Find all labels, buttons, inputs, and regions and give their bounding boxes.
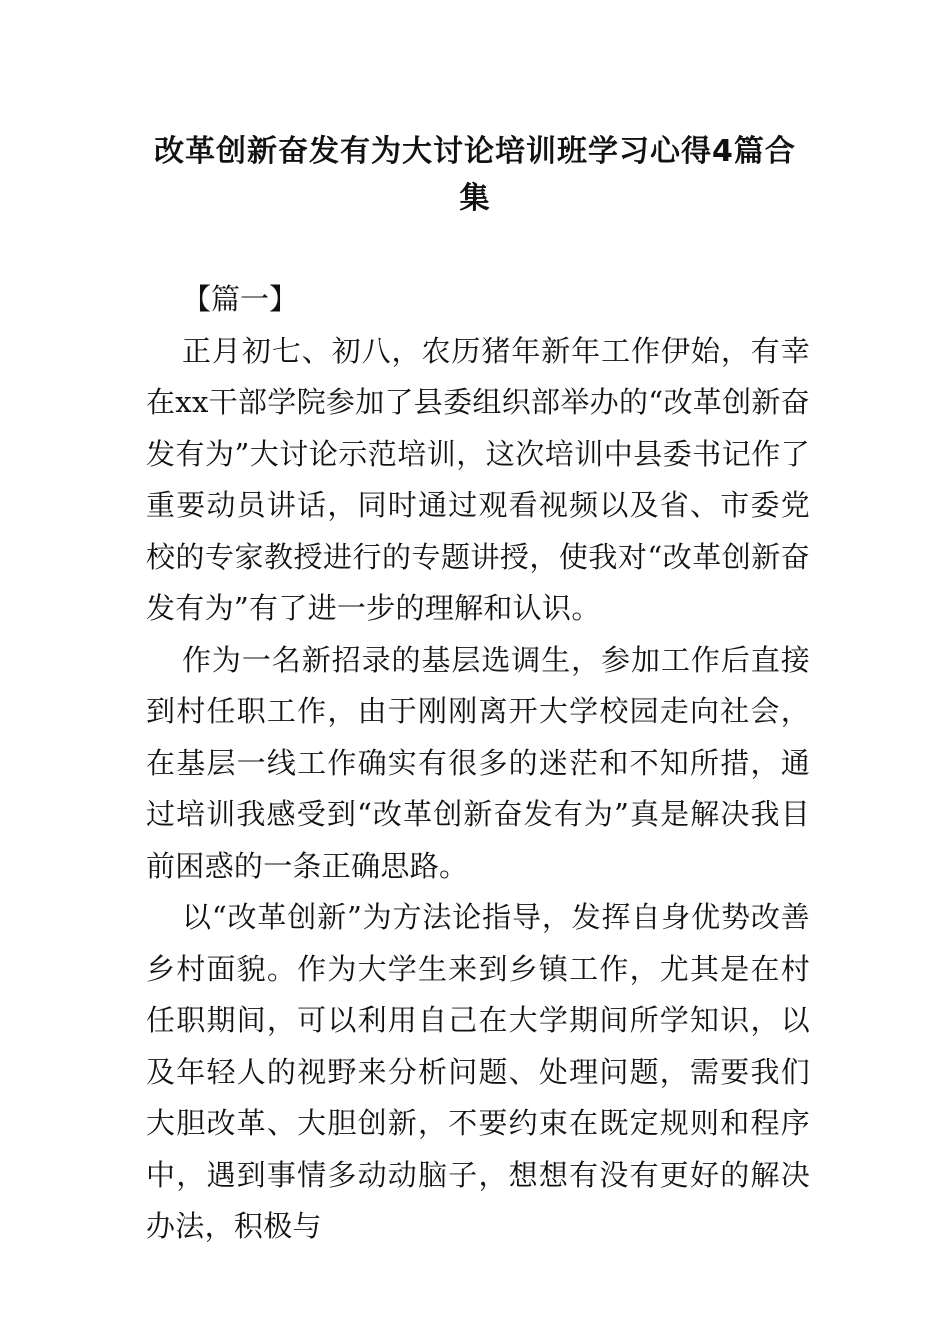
document-body	[146, 274, 810, 1253]
section-heading: 【篇一】	[182, 282, 299, 316]
paragraph-2: 作为一名新招录的基层选调生，参加工作后直接到村任职工作，由于刚刚离开大学校园走向社会，在基层一线工作确实有很多的迷茫和不知所措，通过培训我感受到“改革创新奋发有为”真是解决我目前困惑的一条正确思路。	[146, 642, 810, 883]
paragraph-3: 以“改革创新”为方法论指导，发挥自身优势改善乡村面貌。作为大学生来到乡镇工作，尤其是在村任职期间，可以利用自己在大学期间所学知识，以及年轻人的视野来分析问题、处理问题，需要我们大胆改革、大胆创新，不要约束在既定规则和程序中，遇到事情多动动脑子，想想有没有更好的解决办法，积极与	[146, 900, 810, 1243]
paragraph-1: 正月初七、初八，农历猪年新年工作伊始，有幸在xx干部学院参加了县委组织部举办的“改革创新奋发有为”大讨论示范培训，这次培训中县委书记作了重要动员讲话，同时通过观看视频以及省、市委党校的专家教授进行的专题讲授，使我对“改革创新奋发有为”有了进一步的理解和认识。	[146, 333, 810, 625]
document-title: 改革创新奋发有为大讨论培训班学习心得4篇合集	[154, 134, 796, 216]
